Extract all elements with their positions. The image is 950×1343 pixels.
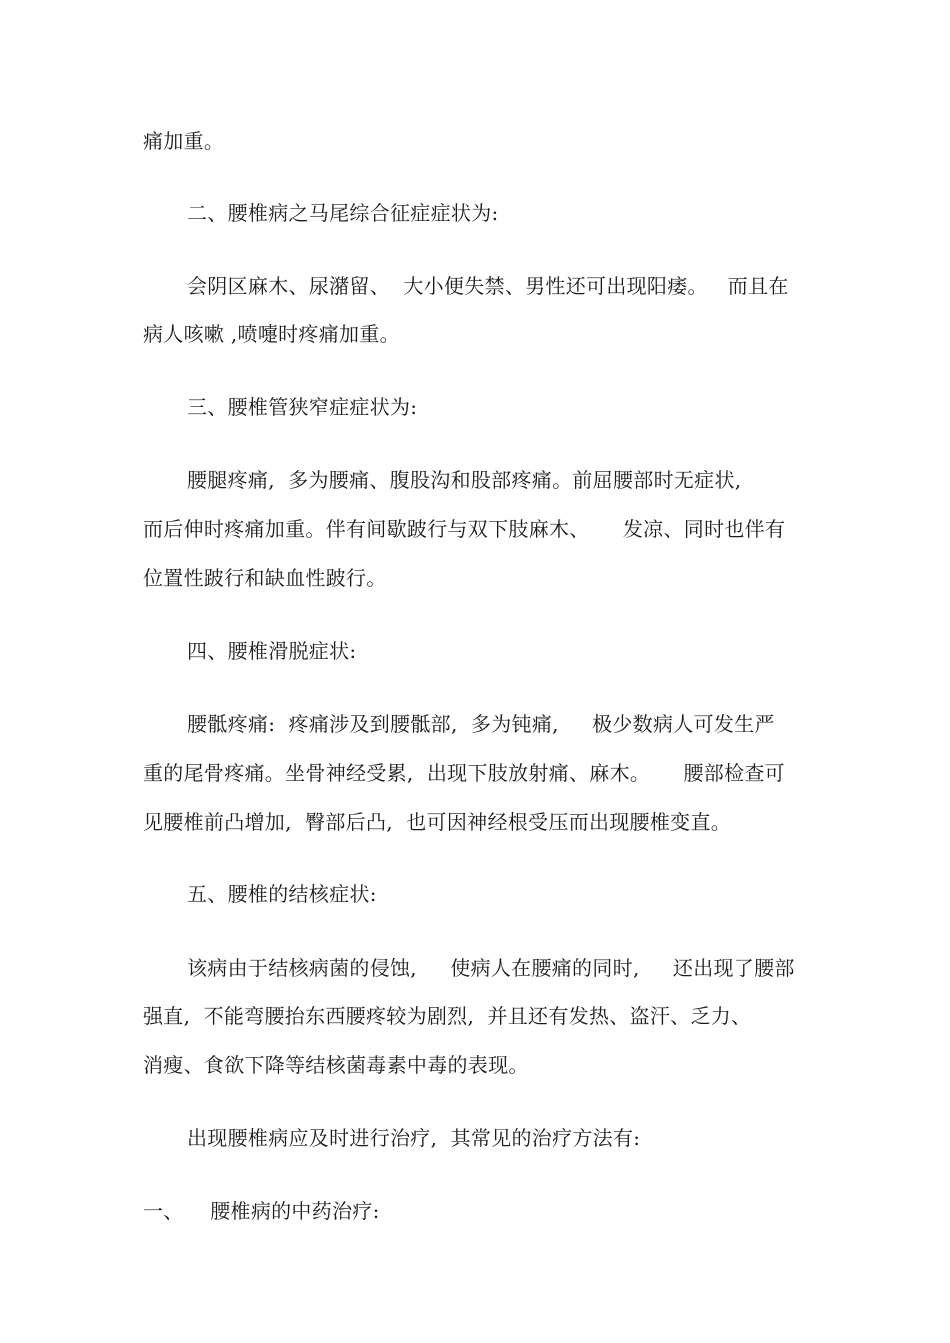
text-line: 重的尾骨疼痛。坐骨神经受累, 出现下肢放射痛、麻木。 腰部检查可	[143, 761, 785, 785]
text-line: 病人咳嗽 ,喷嚏时疼痛加重。	[143, 322, 400, 346]
text-line: 消瘦、食欲下降等结核菌毒素中毒的表现。	[143, 1053, 529, 1077]
text-line: 强直, 不能弯腰抬东西腰疼较为剧烈, 并且还有发热、盗汗、乏力、	[143, 1004, 752, 1028]
section-heading: 五、腰椎的结核症状:	[187, 882, 377, 906]
text-line: 会阴区麻木、尿潴留、 大小便失禁、男性还可出现阳痿。 而且在	[187, 274, 789, 298]
text-line: 而后伸时疼痛加重。伴有间歇跛行与双下肢麻木、 发凉、同时也伴有	[143, 517, 786, 541]
section-heading: 二、腰椎病之马尾综合征症症状为:	[187, 201, 499, 225]
text-line: 出现腰椎病应及时进行治疗, 其常见的治疗方法有:	[187, 1126, 641, 1150]
text-line: 腰骶疼痛: 疼痛涉及到腰骶部, 多为钝痛, 极少数病人可发生严	[187, 712, 775, 736]
text-line: 该病由于结核病菌的侵蚀, 使病人在腰痛的同时, 还出现了腰部	[187, 956, 795, 980]
section-heading: 三、腰椎管狭窄症症状为:	[187, 395, 418, 419]
section-heading: 四、腰椎滑脱症状:	[187, 639, 357, 663]
text-line: 痛加重。	[143, 129, 225, 153]
text-line: 位置性跛行和缺血性跛行。	[143, 566, 387, 590]
text-line: 见腰椎前凸增加, 臀部后凸, 也可因神经根受压而出现腰椎变直。	[143, 810, 732, 834]
text-line: 腰腿疼痛, 多为腰痛、腹股沟和股部疼痛。前屈腰部时无症状,	[187, 468, 742, 492]
section-heading: 一、 腰椎病的中药治疗:	[143, 1199, 380, 1223]
